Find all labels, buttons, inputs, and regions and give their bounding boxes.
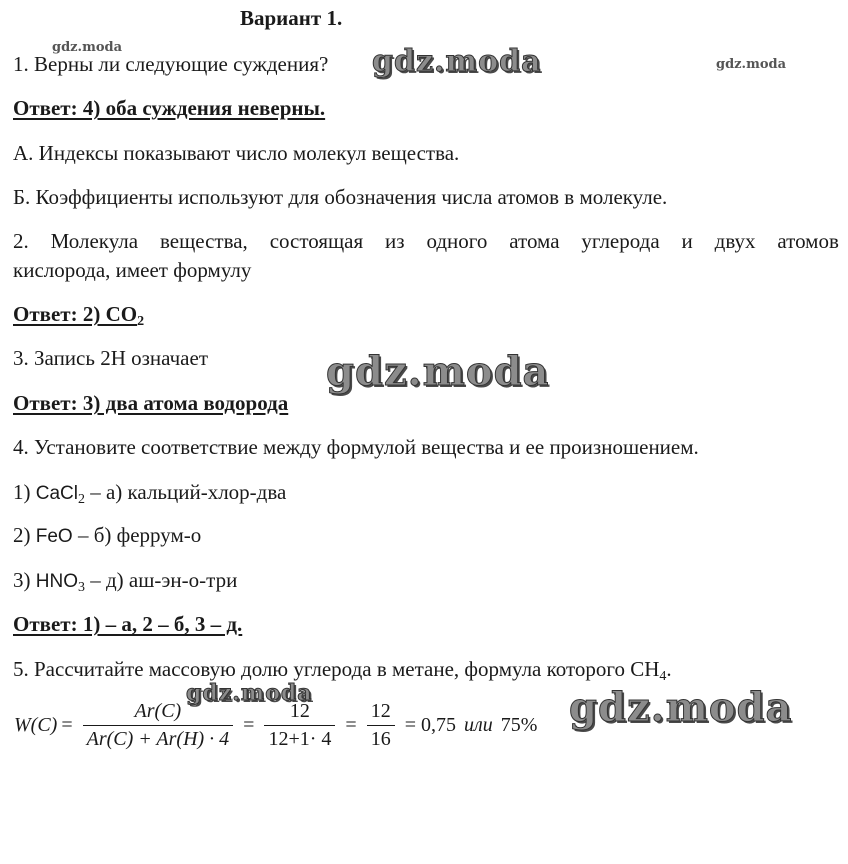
watermark-small: gdz.moda: [52, 40, 123, 55]
fraction-3: $\frac{12}{16}$: [367, 700, 395, 751]
fraction-1: $\frac{Ar(C)}{Ar(C) + Ar(H) \cdot 4}$: [83, 700, 234, 751]
formula-or: или: [463, 714, 493, 736]
mass-fraction-formula: W(C) = $\frac{Ar(C)}{Ar(C) + Ar(H) \cdot 4}$ = $\frac{12}{12+1\cdot 4}$ = $\frac{12}{16}$ = 0,75 или 75%: [14, 700, 538, 750]
formula-lhs: W(C): [14, 714, 58, 736]
watermark-medium: gdz.moda: [186, 680, 313, 706]
answer-4: Ответ: 1) – а, 2 – б, 3 – д.: [13, 612, 243, 636]
statement-b: Б. Коэффициенты используют для обозначения числа атомов в молекуле.: [13, 185, 668, 209]
page-title: Вариант 1.: [240, 6, 343, 30]
watermark-large: gdz.moda: [569, 684, 793, 731]
question-3-text: 3. Запись 2Н означает: [13, 346, 208, 370]
fraction-2: $\frac{12}{12+1\cdot 4}$: [264, 700, 335, 751]
answer-2: Ответ: 2) $CO_2$: [13, 302, 145, 329]
answer-1: Ответ: 4) оба суждения неверны.: [13, 96, 326, 120]
watermark-large: gdz.moda: [372, 44, 542, 79]
answer-3: Ответ: 3) два атома водорода: [13, 391, 289, 415]
watermark-large: gdz.moda: [326, 348, 550, 395]
watermark-small: gdz.moda: [716, 57, 787, 72]
question-5-text: 5. Рассчитайте массовую долю углерода в метане, формула которого $CH_4$.: [13, 657, 672, 684]
statement-a: А. Индексы показывают число молекул вещества.: [13, 141, 460, 165]
match-item-3: 3) $HNO_3 - д$) аш-эн-о-три: [13, 568, 238, 595]
question-2-line-2: кислорода, имеет формулу: [13, 258, 252, 282]
question-4-text: 4. Установите соответствие между формулой вещества и ее произношением.: [13, 435, 699, 459]
match-item-1: 1) CaCl$_2$ – а) кальций-хлор-два: [13, 480, 287, 507]
question-1-text: 1. Верны ли следующие суждения?: [13, 52, 329, 76]
formula-result: = 0,75: [404, 714, 456, 736]
formula-percent: 75%: [500, 714, 538, 736]
question-2-line-1: 2. Молекула вещества, состоящая из одного атома углерода и двух атомов: [13, 229, 839, 253]
match-item-2: 2) FeO – б) феррум-о: [13, 523, 202, 547]
